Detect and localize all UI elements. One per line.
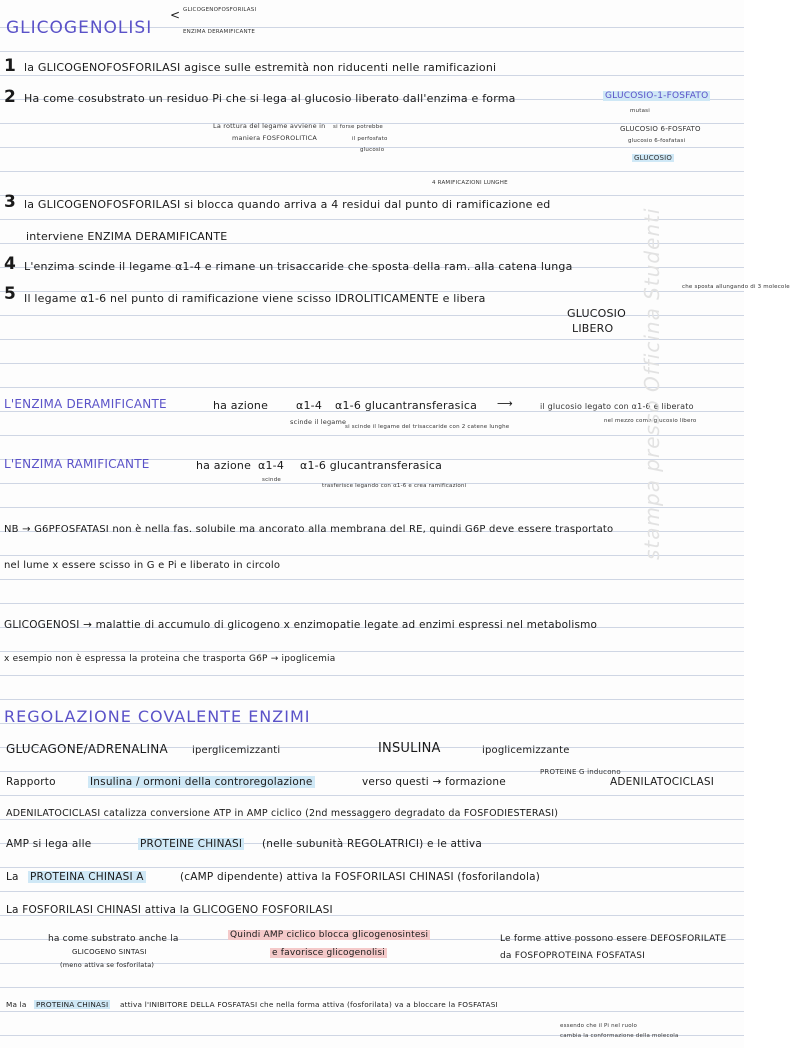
annotation: che sposta allungando di 3 molecole [682,284,790,290]
reg-line: PROTEINA CHINASI [36,1000,109,1009]
annotation: il perfosfato [352,136,388,142]
brace-icon: < [170,8,181,22]
arrow-icon: ⟶ [497,397,513,410]
reg-line: Ma la [6,1000,27,1009]
reg-line: La FOSFORILASI CHINASI attiva la GLICOGENO FOSFORILASI [6,904,333,916]
annotation: scinde il legame [290,418,347,426]
reg-line: ha come substrato anche la [48,934,179,944]
title-note-2: ENZIMA DERAMIFICANTE [183,29,256,35]
annotation: maniera FOSFOROLITICA [232,134,318,142]
reg-line: (nelle subunità REGOLATRICI) e le attiva [262,838,482,850]
reg-line: Quindi AMP ciclico blocca glicogenosintesi [230,930,429,940]
step-result: GLUCOSIO-1-FOSFATO [605,91,709,101]
step-text: Ha come cosubstrato un residuo Pi che si lega al glucosio liberato dall'enzima e forma [24,92,516,105]
enzyme-result: il glucosio legato con α1-6 è liberato [540,402,694,411]
page-title: GLICOGENOLISI [6,18,153,38]
annotation: PROTEINE G inducono [540,768,621,776]
annotation: trasferisce legando con α1-6 e crea ramificazioni [322,483,467,489]
enzyme-activity: α1-6 glucantransferasica [300,459,443,472]
reg-line: attiva l'INIBITORE DELLA FOSFATASI che nella forma attiva (fosforilata) va a bloccare la FOSFATASI [120,1000,498,1009]
step-text: la GLICOGENOFOSFORILASI si blocca quando arriva a 4 residui dal punto di ramificazione ed [24,198,551,211]
annotation: glucosio [360,147,385,153]
reg-line: AMP si lega alle [6,838,92,850]
watermark: stampa presso Officina Studenti [640,207,664,560]
step-text: L'enzima scinde il legame α1-4 e rimane un trisaccaride che sposta della ram. alla catena lunga [24,260,573,273]
reg-line: Insulina / ormoni della controregolazione [90,776,313,788]
glicogenosi-line: GLICOGENOSI → malattie di accumulo di glicogeno x enzimopatie legate ad enzimi espressi nel metabolismo [4,619,598,631]
reg-line: GLICOGENO SINTASI [72,948,147,956]
mutasi-note: mutasi [630,108,650,114]
nb-line: NB → G6PFOSFATASI non è nella fas. solubile ma ancorato alla membrana del RE, quindi G6P deve essere trasportato [4,524,614,535]
reg-line: iperglicemizzanti [192,745,281,756]
reg-line: (cAMP dipendente) attiva la FOSFORILASI CHINASI (fosforilandola) [180,871,541,883]
g6p-note: GLUCOSIO 6-FOSFATO [620,125,701,133]
annotation: si forse potrebbe [333,124,384,130]
step-number: 5 [4,284,17,304]
enzyme-result: nel mezzo come glucosio libero [604,418,697,424]
step-number: 4 [4,254,17,274]
reg-line: (meno attiva se fosforilata) [60,961,155,969]
reg-line: e favorisce glicogenolisi [272,948,385,958]
step-text-cont: interviene ENZIMA DERAMIFICANTE [26,230,228,243]
annotation: si scinde il legame del trisaccaride con 2 catene lunghe [345,424,510,430]
reg-line: PROTEINA CHINASI A [30,871,144,883]
enzyme-text: ha azione [196,459,252,472]
reg-line: verso questi → formazione [362,776,506,788]
step-number: 1 [4,56,17,76]
enzyme-activity: α1-4 [258,459,285,472]
step-text: la GLICOGENOFOSFORILASI agisce sulle estremità non riducenti nelle ramificazioni [24,61,497,74]
reg-line: PROTEINE CHINASI [140,838,243,850]
nb-line: nel lume x essere scisso in G e Pi e liberato in circolo [4,560,281,571]
annotation: essendo che il Pi nel ruolo [560,1023,638,1029]
reg-line: ipoglicemizzante [482,745,570,756]
step-text: Il legame α1-6 nel punto di ramificazione viene scisso IDROLITICAMENTE e libera [24,292,486,305]
step-number: 3 [4,192,17,212]
glucosio-note: GLUCOSIO [634,154,673,162]
enzyme-activity: α1-4 [296,399,323,412]
reg-line: INSULINA [378,741,441,756]
reg-line: da FOSFOPROTEINA FOSFATASI [500,951,645,961]
annotation: scinde [262,477,281,483]
reg-line: GLUCAGONE/ADRENALINA [6,742,168,756]
step-number: 2 [4,87,17,107]
title-note-1: GLICOGENOFOSFORILASI [183,7,257,13]
enzyme-label: L'ENZIMA DERAMIFICANTE [4,397,167,411]
reg-line: ADENILATOCICLASI catalizza conversione ATP in AMP ciclico (2nd messaggero degradato da FOSFODIESTERASI) [6,808,559,819]
g6p-sub-note: glucosio 6-fosfatasi [628,138,686,144]
section-title: REGOLAZIONE COVALENTE ENZIMI [4,707,311,726]
reg-line: Le forme attive possono essere DEFOSFORILATE [500,934,727,944]
enzyme-label: L'ENZIMA RAMIFICANTE [4,457,150,471]
enzyme-activity: α1-6 glucantransferasica [335,399,478,412]
annotation: cambia la conformazione della molecola [560,1033,679,1039]
enzyme-text: ha azione [213,399,269,412]
reg-line: La [6,871,19,883]
glicogenosi-line: x esempio non è espressa la proteina che trasporta G6P → ipoglicemia [4,654,336,664]
reg-line: ADENILATOCICLASI [610,776,714,788]
step-result: GLUCOSIO [567,307,626,320]
annotation: La rottura del legame avviene in [213,122,326,130]
step-result: LIBERO [572,322,614,335]
reg-line: Rapporto [6,776,56,788]
annotation: 4 RAMIFICAZIONI LUNGHE [432,180,508,186]
